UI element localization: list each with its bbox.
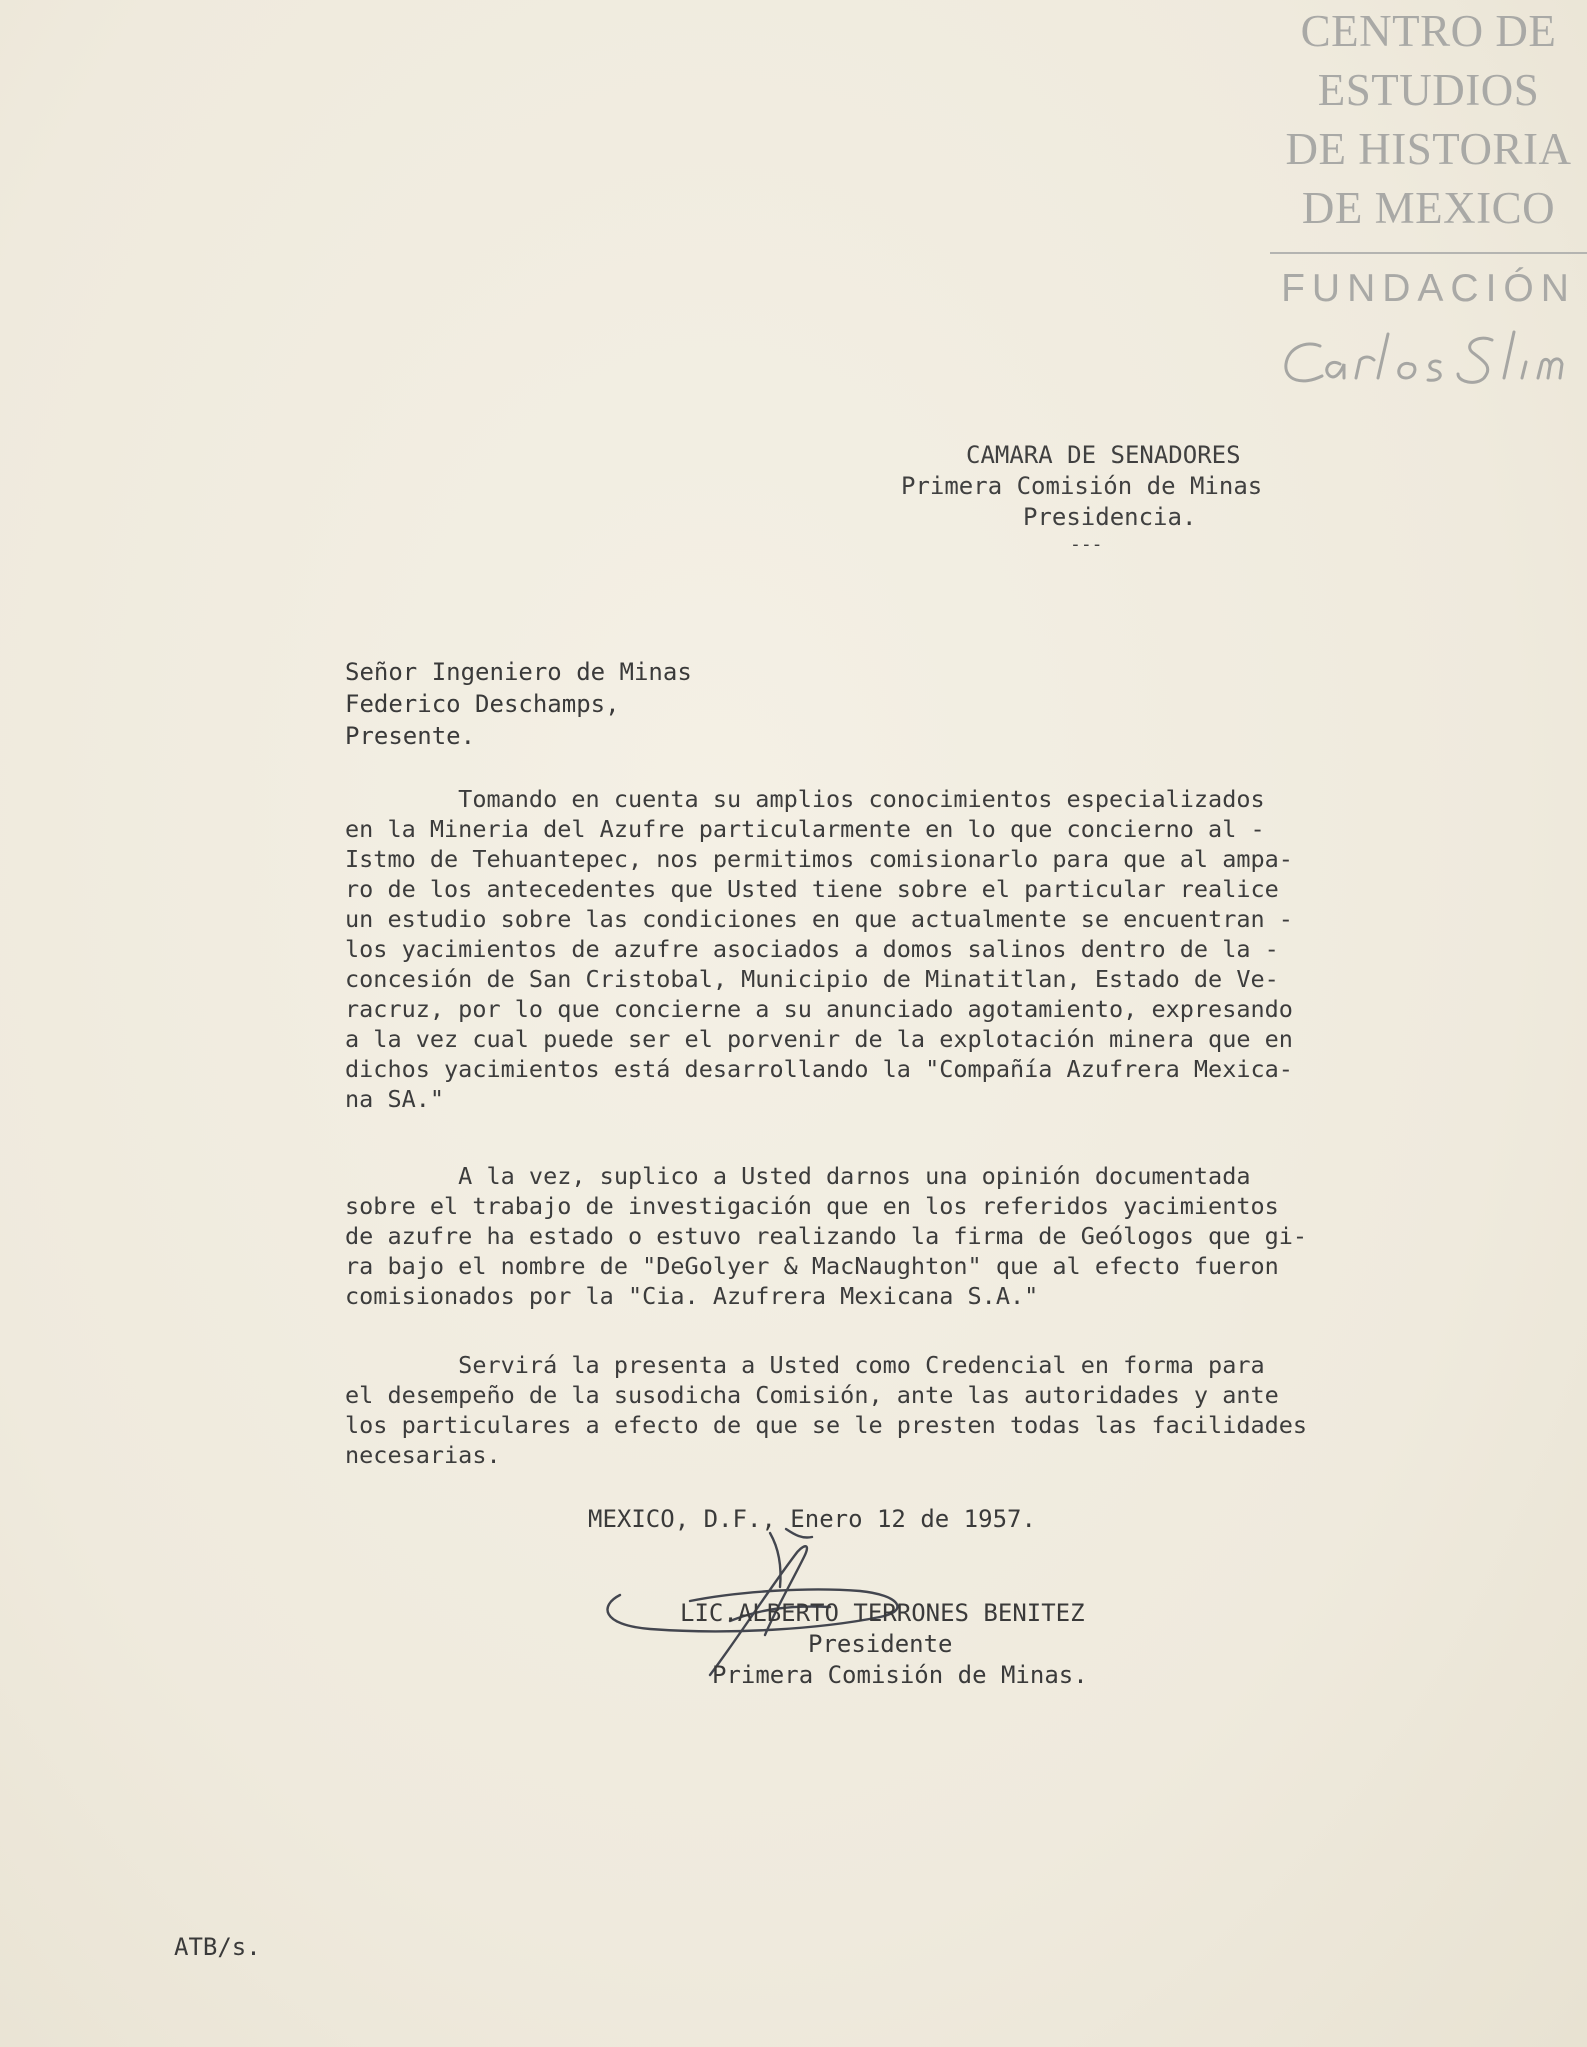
text-line: los yacimientos de azufre asociados a domos salinos dentro de la - (345, 935, 1279, 963)
text-line: na SA." (345, 1085, 445, 1113)
watermark-line-4: DE MEXICO (1301, 183, 1556, 233)
text-line: Istmo de Tehuantepec, nos permitimos comisionarlo para que al ampa- (345, 845, 1293, 873)
text-line: en la Mineria del Azufre particularmente en lo que concierno al - (345, 815, 1265, 843)
text-line: racruz, por lo que concierne a su anunciado agotamiento, expresando (345, 995, 1293, 1023)
signatory-name: LIC.ALBERTO TERRONES BENITEZ (680, 1599, 1085, 1627)
text-line: Servirá la presenta a Usted como Credencial en forma para (345, 1351, 1265, 1379)
watermark-line-3: DE HISTORIA (1285, 124, 1572, 174)
text-line: dichos yacimientos está desarrollando la "Compañía Azufrera Mexica- (345, 1055, 1293, 1083)
reference-initials: ATB/s. (174, 1933, 261, 1961)
letterhead-commission: Primera Comisión de Minas (901, 472, 1263, 500)
text-line: un estudio sobre las condiciones en que actualmente se encuentran - (345, 905, 1293, 933)
carlos-slim-signature-icon (1278, 326, 1578, 396)
watermark-foundation: FUNDACIÓN (1281, 267, 1576, 310)
text-line: necesarias. (345, 1441, 501, 1469)
addressee-name: Federico Deschamps, (345, 690, 620, 718)
addressee-presente: Presente. (345, 722, 476, 750)
addressee-title: Señor Ingeniero de Minas (345, 658, 692, 686)
text-line: los particulares a efecto de que se le presten todas las facilidades (345, 1411, 1308, 1439)
archive-watermark (1270, 0, 1587, 396)
signatory-org: Primera Comisión de Minas. (712, 1661, 1088, 1689)
text-line: de azufre ha estado o estuvo realizando la firma de Geólogos que gi- (345, 1222, 1308, 1250)
letterhead-chamber: CAMARA DE SENADORES (966, 441, 1241, 469)
text-line: Tomando en cuenta su amplios conocimientos especializados (345, 785, 1265, 813)
letterhead-presidency: Presidencia. (1023, 503, 1197, 531)
paragraph-2 (345, 1161, 1415, 1311)
letterhead-separator: --- (1070, 534, 1103, 555)
text-line: sobre el trabajo de investigación que en los referidos yacimientos (345, 1192, 1279, 1220)
letter-date: MEXICO, D.F., Enero 12 de 1957. (588, 1505, 1036, 1533)
addressee-block (345, 656, 692, 752)
text-line: ro de los antecedentes que Usted tiene sobre el particular realice (345, 875, 1279, 903)
signature-block (680, 1598, 1088, 1691)
signatory-title: Presidente (808, 1630, 953, 1658)
letterhead (870, 440, 1390, 557)
watermark-line-2: ESTUDIOS (1317, 65, 1540, 115)
text-line: a la vez cual puede ser el porvenir de la explotación minera que en (345, 1025, 1293, 1053)
paragraph-3 (345, 1350, 1415, 1470)
text-line: ra bajo el nombre de "DeGolyer & MacNaughton" que al efecto fueron (345, 1252, 1279, 1280)
text-line: el desempeño de la susodicha Comisión, ante las autoridades y ante (345, 1381, 1279, 1409)
text-line: concesión de San Cristobal, Municipio de Minatitlan, Estado de Ve- (345, 965, 1279, 993)
text-line: A la vez, suplico a Usted darnos una opinión documentada (345, 1162, 1251, 1190)
watermark-line-1: CENTRO DE (1300, 6, 1557, 56)
text-line: comisionados por la "Cia. Azufrera Mexicana S.A." (345, 1282, 1039, 1310)
paragraph-1 (345, 784, 1415, 1114)
watermark-divider (1270, 252, 1587, 254)
